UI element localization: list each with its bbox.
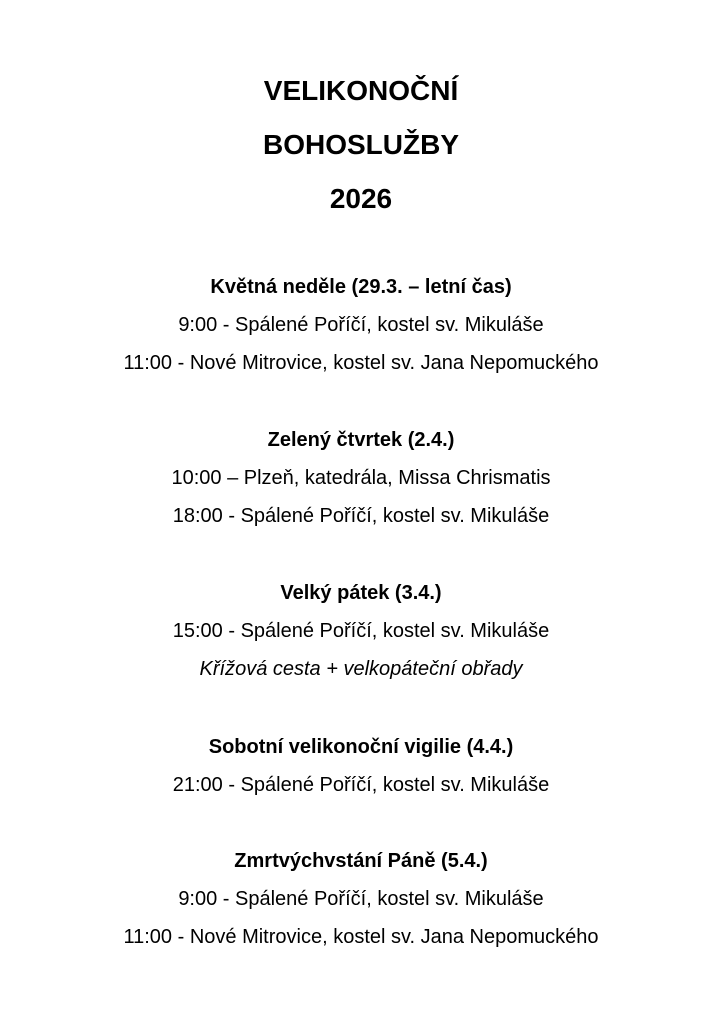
service-line: 9:00 - Spálené Poříčí, kostel sv. Mikuláše bbox=[178, 888, 544, 910]
service-line: 21:00 - Spálené Poříčí, kostel sv. Mikuláše bbox=[172, 774, 550, 796]
section-palm-sunday bbox=[0, 275, 722, 389]
service-line: 9:00 - Spálené Poříčí, kostel sv. Mikuláše bbox=[178, 314, 544, 336]
service-line: 18:00 - Spálené Poříčí, kostel sv. Mikuláše bbox=[172, 505, 550, 527]
service-note: Křížová cesta + velkopáteční obřady bbox=[199, 658, 523, 680]
section-heading: Zelený čtvrtek (2.4.) bbox=[267, 429, 455, 451]
section-maundy-thursday bbox=[0, 428, 722, 542]
section-good-friday bbox=[0, 581, 722, 695]
service-line: 15:00 - Spálené Poříčí, kostel sv. Mikuláše bbox=[172, 620, 550, 642]
title-line-2: BOHOSLUŽBY bbox=[263, 129, 459, 160]
title-line-1: VELIKONOČNÍ bbox=[263, 75, 459, 106]
section-easter-sunday bbox=[0, 849, 722, 963]
service-line: 10:00 – Plzeň, katedrála, Missa Chrismatis bbox=[171, 467, 551, 489]
section-easter-vigil bbox=[0, 735, 722, 811]
section-heading: Sobotní velikonoční vigilie (4.4.) bbox=[208, 736, 514, 758]
title-year: 2026 bbox=[329, 183, 393, 214]
section-heading: Květná neděle (29.3. – letní čas) bbox=[210, 276, 512, 298]
section-heading: Zmrtvýchvstání Páně (5.4.) bbox=[234, 850, 488, 872]
service-line: 11:00 - Nové Mitrovice, kostel sv. Jana Nepomuckého bbox=[123, 352, 599, 374]
section-heading: Velký pátek (3.4.) bbox=[280, 582, 442, 604]
service-line: 11:00 - Nové Mitrovice, kostel sv. Jana Nepomuckého bbox=[123, 926, 599, 948]
